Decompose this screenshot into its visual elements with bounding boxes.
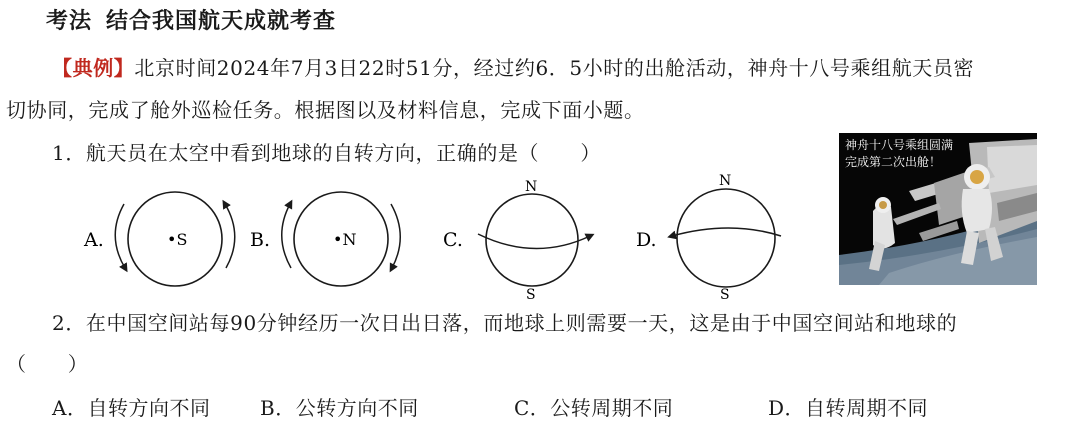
question2-option-d: D．自转周期不同 xyxy=(768,396,929,420)
example-tag: 【典例】 xyxy=(52,56,135,80)
option-a-pole-label: •S xyxy=(167,230,188,249)
question1-stem: 1．航天员在太空中看到地球的自转方向，正确的是（ ） xyxy=(52,141,601,165)
option-a-letter: A. xyxy=(84,229,104,251)
photo-caption-line1: 神舟十八号乘组圆满 xyxy=(845,138,954,152)
option-c-letter: C. xyxy=(443,229,463,251)
option-b-letter: B. xyxy=(250,229,271,251)
option-d-diagram xyxy=(636,173,781,303)
option-c-south-label: S xyxy=(526,287,536,303)
question2-option-b: B．公转方向不同 xyxy=(260,396,419,420)
option-d-letter: D. xyxy=(636,229,657,251)
example-text-line2: 切协同，完成了舱外巡检任务。根据图以及材料信息，完成下面小题。 xyxy=(6,98,645,122)
option-b-left-arrow xyxy=(282,204,291,268)
option-c-equator-arrow xyxy=(478,234,590,249)
option-d-equator-arrow xyxy=(672,228,781,236)
option-a-diagram xyxy=(83,192,235,286)
option-c-north-label: N xyxy=(525,179,538,195)
option-c-earth-circle xyxy=(486,194,578,286)
option-d-north-label: N xyxy=(719,173,732,189)
option-b-diagram xyxy=(250,192,400,286)
option-b-pole-label: •N xyxy=(333,230,357,249)
earth-rotation-diagrams xyxy=(0,170,830,305)
option-a-right-arrow xyxy=(225,204,235,268)
option-c-diagram xyxy=(443,179,590,303)
option-d-south-label: S xyxy=(720,287,730,303)
option-a-left-arrow xyxy=(115,204,125,268)
photo-caption-line2: 完成第二次出舱！ xyxy=(845,155,942,169)
example-paragraph-line1 xyxy=(52,52,974,81)
question2-option-c: C．公转周期不同 xyxy=(514,396,674,420)
question2-answer-paren: （ ） xyxy=(6,352,89,376)
option-d-earth-circle xyxy=(677,189,775,287)
heading-topic: 结合我国航天成就考查 xyxy=(106,9,337,34)
option-b-right-arrow xyxy=(391,204,400,268)
section-heading xyxy=(46,4,336,35)
question2-stem: 2．在中国空间站每90分钟经历一次日出日落，而地球上则需要一天，这是由于中国空间站和地球的 xyxy=(52,311,958,335)
photo-caption xyxy=(845,137,953,171)
example-text-line1: 北京时间2024年7月3日22时51分，经过约6．5小时的出舱活动，神舟十八号乘组航天员密 xyxy=(134,56,975,80)
question2-option-a: A．自转方向不同 xyxy=(52,396,211,420)
astronaut-photo xyxy=(839,133,1037,285)
heading-method: 考法 xyxy=(46,9,93,34)
